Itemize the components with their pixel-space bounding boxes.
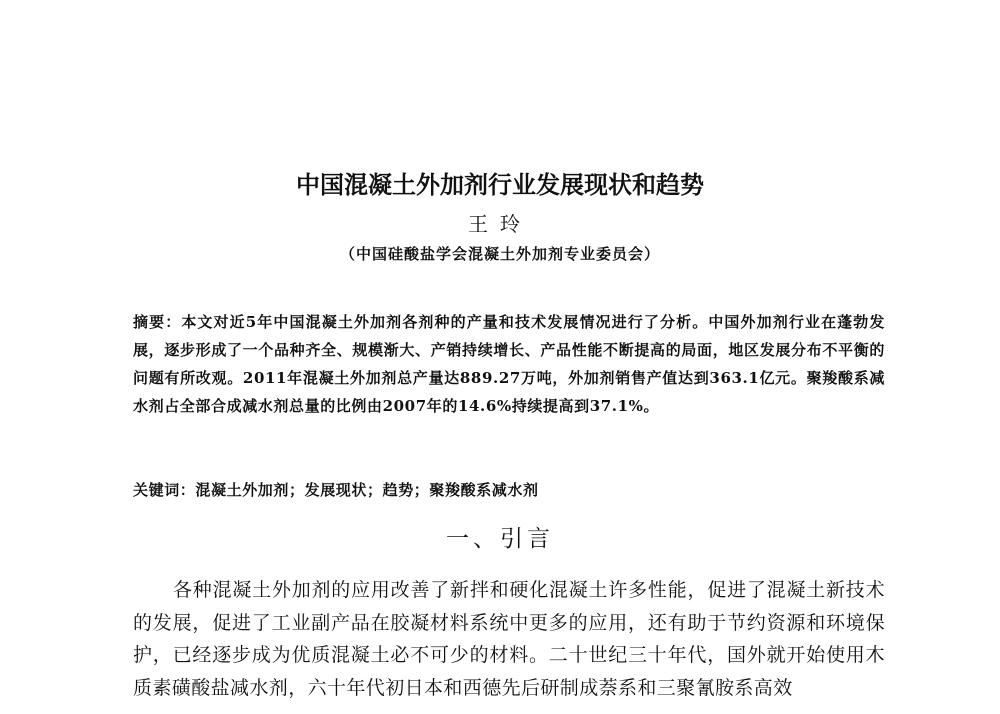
section-heading-introduction: 一、引言	[446, 526, 554, 552]
abstract	[133, 308, 885, 420]
body-paragraph: 各种混凝土外加剂的应用改善了新拌和硬化混凝土许多性能，促进了混凝土新技术的发展，促进了工业副产品在胶凝材料系统中更多的应用，还有助于节约资源和环境保护，已经逐步成为优质混凝土必不可少的材料。二十世纪三十年代，国外就开始使用木质素磺酸盐减水剂，六十年代初日本和西德先后研制成萘系和三聚氰胺系高效	[133, 579, 885, 699]
abstract-text: 本文对近5年中国混凝土外加剂各剂种的产量和技术发展情况进行了分析。中国外加剂行业在蓬勃发展，逐步形成了一个品种齐全、规模渐大、产销持续增长、产品性能不断提高的局面，地区发展分布不平衡的问题有所改观。2011年混凝土外加剂总产量达889.27万吨，外加剂销售产值达到363.1亿元。聚羧酸系减水剂占全部合成减水剂总量的比例由2007年的14.6%持续提高到37.1%。	[133, 313, 885, 415]
author-affiliation: （中国硅酸盐学会混凝土外加剂专业委员会）	[339, 245, 660, 263]
keywords-label: 关键词：	[133, 481, 196, 499]
keywords-text: 混凝土外加剂；发展现状；趋势；聚羧酸系减水剂	[195, 481, 539, 499]
keywords	[133, 479, 885, 500]
author-name: 王玲	[468, 212, 532, 236]
paper-title: 中国混凝土外加剂行业发展现状和趋势	[296, 171, 704, 199]
abstract-label: 摘要：	[133, 313, 182, 331]
